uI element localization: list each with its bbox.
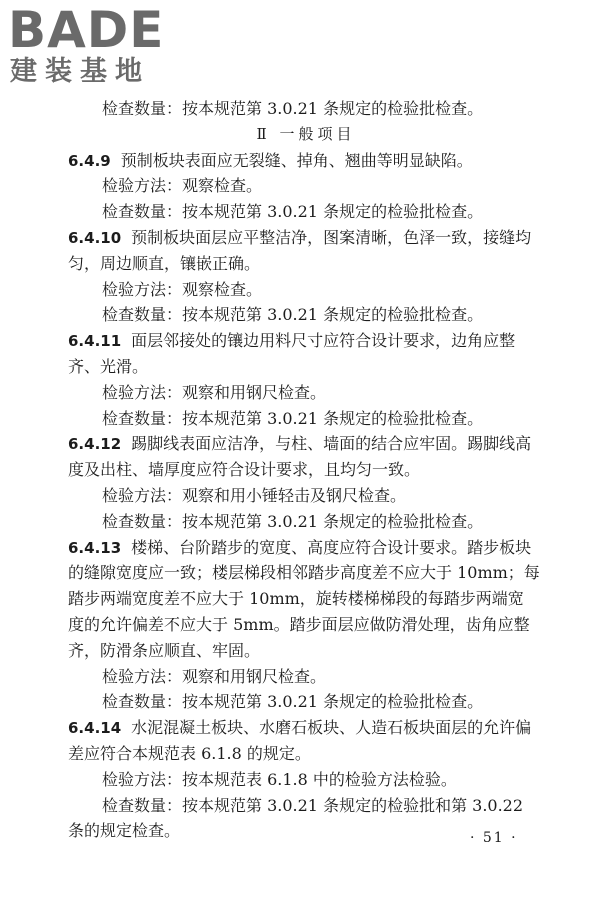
- clause-number: 6.4.14: [68, 719, 122, 738]
- text-line: 齐，防滑条应顺直、牢固。: [68, 640, 261, 660]
- text-line: 检验方法：观察检查。: [102, 279, 263, 299]
- section-heading: Ⅱ 一般项目: [256, 124, 356, 143]
- text-line: 踏步两端宽度差不应大于 10mm，旋转楼梯梯段的每踏步两端宽: [68, 589, 524, 609]
- clause-number: 6.4.13: [68, 538, 122, 557]
- clause-6-4-14: 6.4.14 水泥混凝土板块、水磨石板块、人造石板块面层的允许偏: [68, 718, 532, 738]
- text-line: 检查数量：按本规范第 3.0.21 条规定的检验批检查。: [102, 99, 484, 118]
- text-line: 度及出柱、墙厚度应符合设计要求，且均匀一致。: [68, 460, 421, 480]
- clause-number: 6.4.11: [68, 332, 122, 351]
- page-number: · 51 ·: [470, 830, 518, 846]
- text-line: 匀，周边顺直，镶嵌正确。: [68, 253, 261, 273]
- text-line: 检查数量：按本规范第 3.0.21 条规定的检验批检查。: [102, 202, 484, 222]
- text-line: 检验方法：观察和用小锤轻击及钢尺检查。: [102, 485, 407, 505]
- clause-6-4-12: 6.4.12 踢脚线表面应洁净，与柱、墙面的结合应牢固。踢脚线高: [68, 434, 532, 454]
- clause-6-4-13: 6.4.13 楼梯、台阶踏步的宽度、高度应符合设计要求。踏步板块: [68, 537, 532, 557]
- text-line: 检验方法：按本规范表 6.1.8 中的检验方法检验。: [102, 769, 457, 789]
- clause-number: 6.4.9: [68, 151, 111, 170]
- clause-number: 6.4.12: [68, 435, 122, 454]
- clause-number: 6.4.10: [68, 228, 122, 247]
- logo-subtitle: 建装基地: [10, 56, 150, 87]
- text-line: 条的规定检查。: [68, 821, 181, 841]
- text-line: 检查数量：按本规范第 3.0.21 条规定的检验批检查。: [102, 408, 484, 428]
- text-line: 检查数量：按本规范第 3.0.21 条规定的检验批和第 3.0.22: [102, 795, 524, 815]
- text-line: 检查数量：按本规范第 3.0.21 条规定的检验批检查。: [102, 692, 484, 712]
- logo-wordmark: BADE: [8, 1, 165, 59]
- text-line: 检查数量：按本规范第 3.0.21 条规定的检验批检查。: [102, 511, 484, 531]
- document-body: [68, 96, 540, 844]
- text-line: 差应符合本规范表 6.1.8 的规定。: [68, 743, 311, 763]
- text-line: 检查数量：按本规范第 3.0.21 条规定的检验批检查。: [102, 305, 484, 325]
- text-line: 检验方法：观察和用钢尺检查。: [102, 666, 327, 686]
- clause-6-4-11: 6.4.11 面层邻接处的镶边用料尺寸应符合设计要求，边角应整: [68, 331, 516, 351]
- clause-6-4-9: 6.4.9 预制板块表面应无裂缝、掉角、翘曲等明显缺陷。: [68, 150, 473, 170]
- text-line: 齐、光滑。: [68, 356, 149, 376]
- text-line: 检验方法：观察和用钢尺检查。: [102, 382, 327, 402]
- text-line: 度的允许偏差不应大于 5mm。踏步面层应做防滑处理，齿角应整: [68, 614, 530, 634]
- text-line: 检验方法：观察检查。: [102, 176, 263, 196]
- clause-6-4-10: 6.4.10 预制板块面层应平整洁净，图案清晰，色泽一致，接缝均: [68, 227, 532, 247]
- bade-logo: [8, 1, 183, 90]
- text-line: 的缝隙宽度应一致；楼层梯段相邻踏步高度差不应大于 10mm；每: [68, 563, 540, 583]
